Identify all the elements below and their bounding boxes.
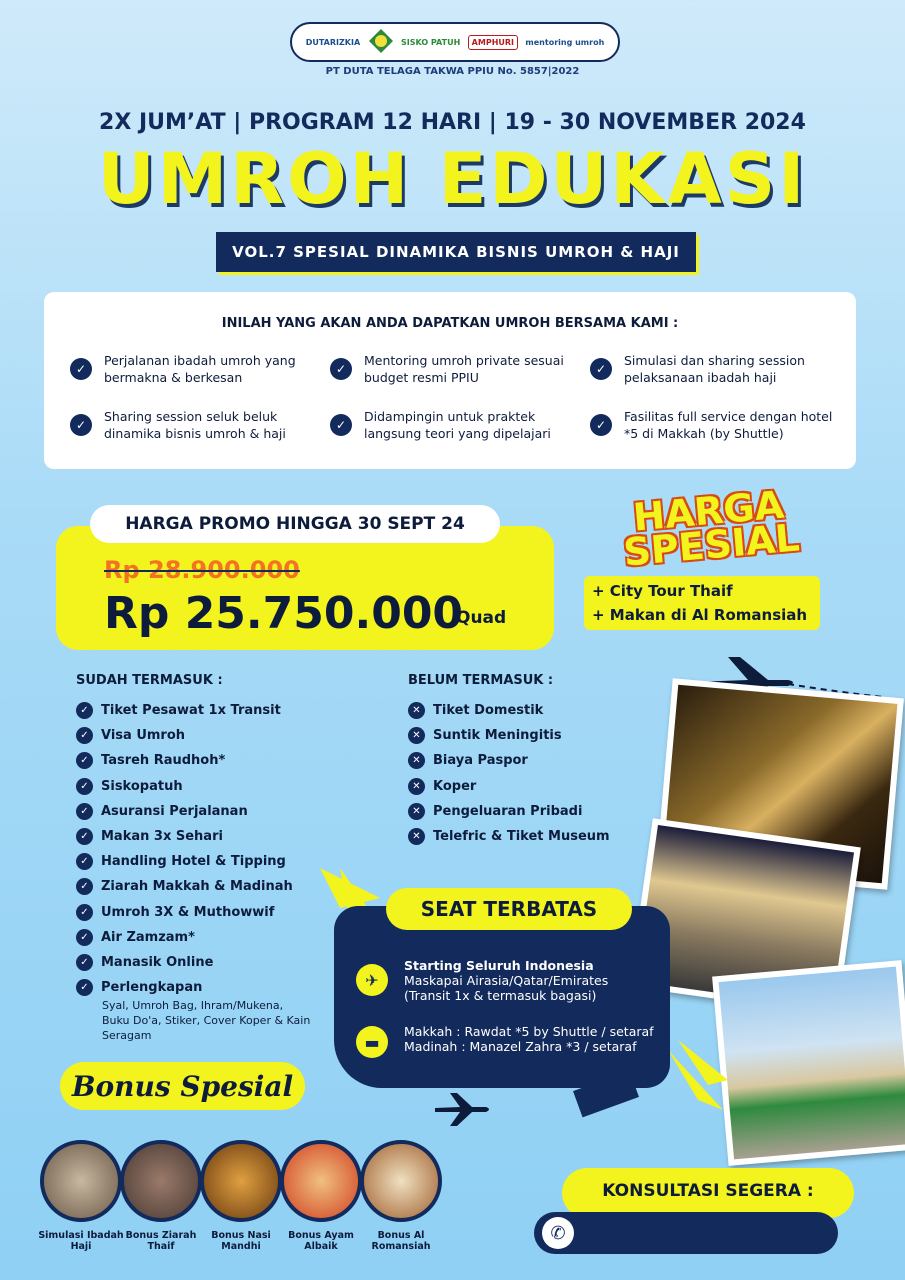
included-item: ✓ Makan 3x Sehari (76, 824, 316, 849)
bonus-label: Bonus Ziarah Thaif (125, 1230, 197, 1252)
benefits-card (44, 292, 856, 469)
excluded-list (408, 673, 648, 849)
x-icon: ✕ (408, 778, 425, 795)
x-icon: ✕ (408, 803, 425, 820)
harga-spesial-badge: HARGA SPESIAL (621, 482, 802, 575)
benefit-item: ✓ Sharing session seluk beluk dinamika bisnis umroh & haji (70, 408, 310, 442)
benefit-item: ✓ Perjalanan ibadah umroh yang bermakna & berkesan (70, 352, 310, 386)
check-icon: ✓ (76, 752, 93, 769)
included-item: ✓ Perlengkapan (76, 975, 316, 1000)
check-icon: ✓ (590, 414, 612, 436)
bonus-albaik-image (280, 1140, 362, 1222)
check-icon: ✓ (76, 778, 93, 795)
benefit-item: ✓ Simulasi dan sharing session pelaksanaan ibadah haji (590, 352, 830, 386)
check-icon: ✓ (590, 358, 612, 380)
promo-label: HARGA PROMO HINGGA 30 SEPT 24 (90, 505, 500, 543)
x-icon: ✕ (408, 752, 425, 769)
included-list (76, 673, 316, 1000)
check-icon: ✓ (76, 702, 93, 719)
flight-info: Starting Seluruh Indonesia Maskapai Airasia/Qatar/Emirates (Transit 1x & termasuk bagasi) (404, 958, 609, 1003)
check-icon: ✓ (76, 853, 93, 870)
check-icon: ✓ (70, 358, 92, 380)
check-icon: ✓ (76, 979, 93, 996)
logo-amphuri: AMPHURI (468, 35, 518, 50)
included-item: ✓ Ziarah Makkah & Madinah (76, 874, 316, 899)
included-title: SUDAH TERMASUK : (76, 673, 223, 688)
ppiu-license: PT DUTA TELAGA TAKWA PPIU No. 5857|2022 (325, 66, 580, 77)
excluded-title: BELUM TERMASUK : (408, 673, 554, 688)
masjid-nabawi-photo (712, 960, 905, 1166)
included-item: ✓ Manasik Online (76, 950, 316, 975)
old-price: Rp 28.900.000 (104, 556, 300, 584)
check-icon: ✓ (76, 878, 93, 895)
accent-shape (668, 1040, 728, 1110)
included-item: ✓ Tiket Pesawat 1x Transit (76, 698, 316, 723)
bonus-label: Bonus Ayam Albaik (288, 1230, 354, 1252)
benefits-title: INILAH YANG AKAN ANDA DAPATKAN UMROH BERSAMA KAMI : (221, 316, 679, 331)
check-icon: ✓ (76, 904, 93, 921)
program-dates: 2X JUM’AT | PROGRAM 12 HARI | 19 - 30 NOVEMBER 2024 (99, 110, 806, 135)
partner-logos (290, 22, 620, 62)
whatsapp-contact-bar[interactable] (534, 1212, 838, 1254)
check-icon: ✓ (76, 929, 93, 946)
check-icon: ✓ (76, 803, 93, 820)
check-icon: ✓ (76, 828, 93, 845)
new-price: Rp 25.750.000 (104, 588, 464, 639)
included-item: ✓ Asuransi Perjalanan (76, 799, 316, 824)
bonus-label: Simulasi Ibadah Haji (38, 1230, 124, 1252)
excluded-item: ✕ Suntik Meningitis (408, 723, 648, 748)
check-icon: ✓ (76, 727, 93, 744)
seat-terbatas-label: SEAT TERBATAS (386, 888, 632, 930)
bonus-mandhi-image (200, 1140, 282, 1222)
bonus-thaif-image (120, 1140, 202, 1222)
excluded-item: ✕ Koper (408, 774, 648, 799)
bonus-simulasi-image (40, 1140, 122, 1222)
volume-banner: VOL.7 SPESIAL DINAMIKA BISNIS UMROH & HAJI (216, 232, 696, 272)
airplane-icon: ✈ (356, 964, 388, 996)
logo-kemenag (368, 28, 394, 56)
benefit-item: ✓ Fasilitas full service dengan hotel *5 di Makkah (by Shuttle) (590, 408, 850, 442)
seat-info-box (334, 906, 670, 1088)
bonus-romansiah-image (360, 1140, 442, 1222)
extra-city-tour: + City Tour Thaif (592, 582, 733, 600)
logo-mentoring-umroh: mentoring umroh (525, 37, 605, 47)
excluded-item: ✕ Pengeluaran Pribadi (408, 799, 648, 824)
bonus-label: Bonus Nasi Mandhi (211, 1230, 271, 1252)
included-item: ✓ Umroh 3X & Muthowwif (76, 900, 316, 925)
check-icon: ✓ (330, 414, 352, 436)
x-icon: ✕ (408, 828, 425, 845)
hotel-info: Makkah : Rawdat *5 by Shuttle / setaraf Madinah : Manazel Zahra *3 / setaraf (404, 1024, 654, 1054)
extra-makan: + Makan di Al Romansiah (592, 606, 808, 624)
included-item: ✓ Air Zamzam* (76, 925, 316, 950)
logo-siskopatuh: SISKO PATUH (400, 37, 461, 47)
excluded-item: ✕ Telefric & Tiket Museum (408, 824, 648, 849)
check-icon: ✓ (70, 414, 92, 436)
room-type: Quad (456, 608, 507, 628)
whatsapp-icon[interactable]: ✆ (542, 1217, 574, 1249)
excluded-item: ✕ Biaya Paspor (408, 748, 648, 773)
excluded-item: ✕ Tiket Domestik (408, 698, 648, 723)
bed-icon: ▬ (356, 1026, 388, 1058)
page-title: UMROH EDUKASI (97, 138, 808, 220)
airplane-icon (430, 1090, 500, 1130)
x-icon: ✕ (408, 727, 425, 744)
bonus-title: Bonus Spesial (60, 1062, 305, 1110)
included-item: ✓ Handling Hotel & Tipping (76, 849, 316, 874)
konsultasi-label: KONSULTASI SEGERA : (562, 1168, 854, 1218)
included-item: ✓ Siskopatuh (76, 774, 316, 799)
logo-dutarizkia: DUTARIZKIA (305, 37, 361, 47)
check-icon: ✓ (330, 358, 352, 380)
check-icon: ✓ (76, 954, 93, 971)
benefit-item: ✓ Mentoring umroh private sesuai budget resmi PPIU (330, 352, 570, 386)
special-extras (584, 576, 820, 630)
included-item: ✓ Visa Umroh (76, 723, 316, 748)
benefit-item: ✓ Didampingin untuk praktek langsung teori yang dipelajari (330, 408, 570, 442)
x-icon: ✕ (408, 702, 425, 719)
perlengkapan-detail: Syal, Umroh Bag, Ihram/Mukena, Buku Do'a, Stiker, Cover Koper & Kain Seragam (102, 999, 311, 1042)
included-item: ✓ Tasreh Raudhoh* (76, 748, 316, 773)
bonus-label: Bonus Al Romansiah (371, 1230, 431, 1252)
